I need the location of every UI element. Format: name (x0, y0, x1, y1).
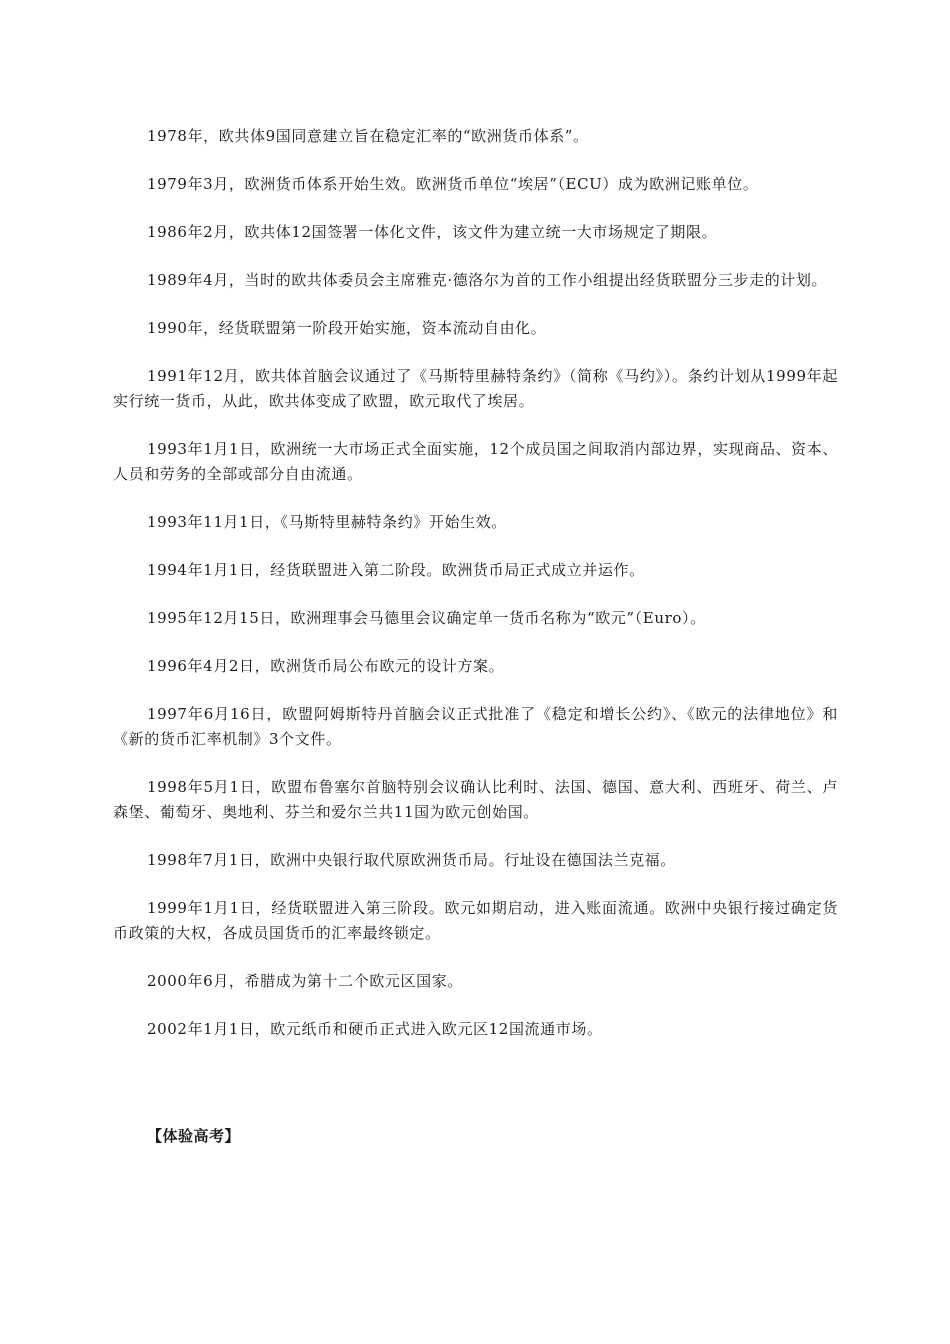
section-heading: 【体验高考】 (147, 1127, 241, 1145)
timeline-entry: 1993年11月1日，《马斯特里赫特条约》开始生效。 (147, 513, 507, 531)
timeline-entry: 1997年6月16日，欧盟阿姆斯特丹首脑会议正式批准了《稳定和增长公约》、《欧元的法律地位》和《新的货币汇率机制》3个文件。 (113, 705, 838, 748)
timeline-entry: 1991年12月，欧共体首脑会议通过了《马斯特里赫特条约》（简称《马约》）。条约计划从1999年起实行统一货币，从此，欧共体变成了欧盟，欧元取代了埃居。 (113, 367, 838, 410)
timeline-entry: 1978年，欧共体9国同意建立旨在稳定汇率的“欧洲货币体系”。 (147, 127, 589, 145)
euro-timeline (113, 124, 838, 1065)
timeline-entry: 1999年1月1日，经货联盟进入第三阶段。欧元如期启动，进入账面流通。欧洲中央银行接过确定货币政策的大权，各成员国货币的汇率最终锁定。 (113, 899, 838, 942)
timeline-entry: 1979年3月，欧洲货币体系开始生效。欧洲货币单位“埃居”（ECU）成为欧洲记账单位。 (147, 175, 759, 193)
timeline-entry: 1986年2月，欧共体12国签署一体化文件，该文件为建立统一大市场规定了期限。 (147, 223, 718, 241)
timeline-entry: 1990年，经货联盟第一阶段开始实施，资本流动自由化。 (147, 319, 547, 337)
timeline-entry: 1989年4月，当时的欧共体委员会主席雅克·德洛尔为首的工作小组提出经货联盟分三步走的计划。 (147, 271, 828, 289)
timeline-entry: 2000年6月，希腊成为第十二个欧元区国家。 (147, 972, 463, 990)
timeline-entry: 2002年1月1日，欧元纸币和硬币正式进入欧元区12国流通市场。 (147, 1020, 603, 1038)
timeline-entry: 1996年4月2日，欧洲货币局公布欧元的设计方案。 (147, 657, 505, 675)
timeline-entry: 1994年1月1日，经货联盟进入第二阶段。欧洲货币局正式成立并运作。 (147, 561, 645, 579)
timeline-entry: 1998年5月1日，欧盟布鲁塞尔首脑特别会议确认比利时、法国、德国、意大利、西班牙、荷兰、卢森堡、葡萄牙、奥地利、芬兰和爱尔兰共11国为欧元创始国。 (113, 778, 838, 821)
timeline-entry: 1993年1月1日，欧洲统一大市场正式全面实施，12个成员国之间取消内部边界，实现商品、资本、人员和劳务的全部或部分自由流通。 (113, 440, 838, 483)
timeline-entry: 1995年12月15日，欧洲理事会马德里会议确定单一货币名称为“欧元”（Euro）。 (147, 609, 706, 627)
timeline-entry: 1998年7月1日，欧洲中央银行取代原欧洲货币局。行址设在德国法兰克福。 (147, 851, 676, 869)
